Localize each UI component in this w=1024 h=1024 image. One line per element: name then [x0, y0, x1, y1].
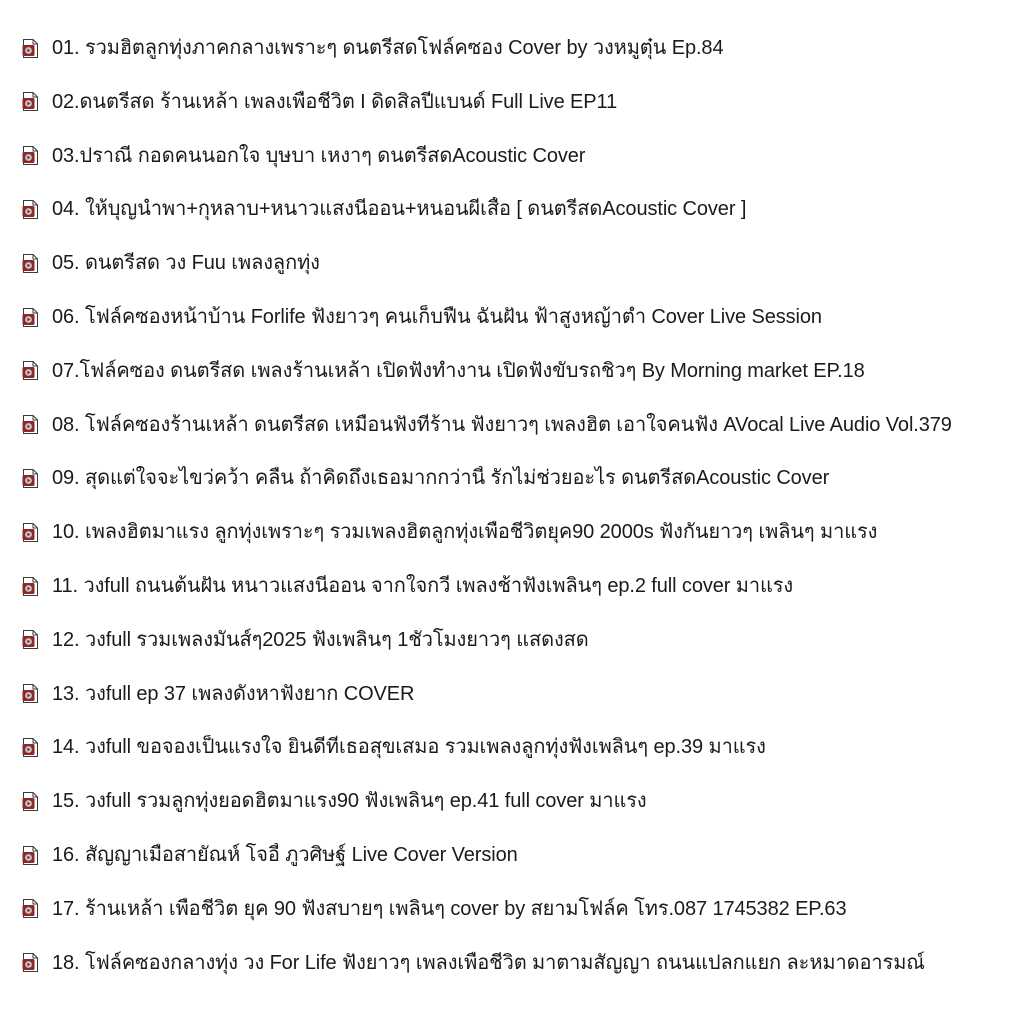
media-file-icon: [22, 146, 38, 165]
media-file-icon: [22, 630, 38, 649]
media-file-icon: [22, 899, 38, 918]
file-list: [0, 24, 1024, 1024]
media-file-icon: [22, 684, 38, 703]
file-name: 15. วงfull รวมลูกทุ่งยอดฮิตมาแรง90 ฟังเพลินๆ ep.41 full cover มาแรง: [52, 790, 647, 813]
file-name: 08. โฟล์คซองร้านเหล้า ดนตรีสด เหมือนฟังที่ร้าน ฟังยาวๆ เพลงฮิต เอาใจคนฟัง AVocal Live Audio Vol.379: [52, 413, 952, 436]
file-name: 10. เพลงฮิตมาแรง ลูกทุ่งเพราะๆ รวมเพลงฮิตลูกทุ่งเพื่อชีวิตยุค90 2000s ฟังกันยาวๆ เพลินๆ มาแรง: [52, 521, 878, 544]
file-name: 07.โฟล์คซอง ดนตรีสด เพลงร้านเหล้า เปิดฟังทำงาน เปิดฟังขับรถชิวๆ By Morning market EP.18: [52, 359, 865, 382]
file-row[interactable]: [22, 403, 1016, 447]
file-row[interactable]: [22, 295, 1016, 339]
file-row[interactable]: [22, 725, 1016, 769]
media-file-icon: [22, 953, 38, 972]
file-row[interactable]: [22, 887, 1016, 931]
file-row[interactable]: [22, 241, 1016, 285]
file-row[interactable]: [22, 80, 1016, 124]
media-file-icon: [22, 39, 38, 58]
file-row[interactable]: [22, 833, 1016, 877]
media-file-icon: [22, 308, 38, 327]
file-row[interactable]: [22, 26, 1016, 70]
file-name: 04. ให้บุญนำพา+กุหลาบ+หนาวแสงนีออน+หนอนผีเสื้อ [ ดนตรีสดAcoustic Cover ]: [52, 198, 747, 221]
file-row[interactable]: [22, 941, 1016, 985]
file-name: 02.ดนตรีสด ร้านเหล้า เพลงเพื่อชีวิต I ดิดสิลปีแบนด์ Full Live EP11: [52, 90, 618, 113]
file-name: 17. ร้านเหล้า เพื่อชีวิต ยุค 90 ฟังสบายๆ เพลินๆ cover by สยามโฟล์ค โทร.087 1745382 EP.63: [52, 897, 847, 920]
file-row[interactable]: [22, 134, 1016, 178]
media-file-icon: [22, 469, 38, 488]
file-name: 12. วงfull รวมเพลงมันส์ๆ2025 ฟังเพลินๆ 1ชั่วโมงยาวๆ แสดงสด: [52, 628, 589, 651]
file-row[interactable]: [22, 618, 1016, 662]
media-file-icon: [22, 577, 38, 596]
file-row[interactable]: [22, 510, 1016, 554]
media-file-icon: [22, 415, 38, 434]
file-row[interactable]: [22, 187, 1016, 231]
media-file-icon: [22, 846, 38, 865]
file-name: 14. วงfull ขอจองเป็นแรงใจ ยินดีที่เธอสุขเสมอ รวมเพลงลูกทุ่งฟังเพลินๆ ep.39 มาแรง: [52, 736, 766, 759]
file-name: 13. วงfull ep 37 เพลงดังหาฟังยาก COVER: [52, 682, 415, 705]
file-row[interactable]: [22, 349, 1016, 393]
file-name: 16. สัญญาเมื่อสายัณห์ โจอี้ ภูวศิษฐ์ Live Cover Version: [52, 844, 518, 866]
file-row[interactable]: [22, 779, 1016, 823]
file-name: 01. รวมฮิตลูกทุ่งภาคกลางเพราะๆ ดนตรีสดโฟล์คซอง Cover by วงหมูตุ๋น Ep.84: [52, 37, 724, 59]
file-name: 05. ดนตรีสด วง Fuu เพลงลูกทุ่ง: [52, 252, 320, 275]
file-name: 03.ปราณี กอดคนนอกใจ บุษบา เหงาๆ ดนตรีสดAcoustic Cover: [52, 144, 586, 167]
media-file-icon: [22, 523, 38, 542]
media-file-icon: [22, 792, 38, 811]
file-row[interactable]: [22, 672, 1016, 716]
file-name: 06. โฟล์คซองหน้าบ้าน Forlife ฟังยาวๆ คนเก็บฟืน ฉันฝัน ฟ้าสูงหญ้าต่ำ Cover Live Session: [52, 306, 822, 328]
media-file-icon: [22, 254, 38, 273]
media-file-icon: [22, 92, 38, 111]
file-name: 11. วงfull ถนนต้นฝัน หนาวแสงนีออน จากใจกวี เพลงช้าฟังเพลินๆ ep.2 full cover มาแรง: [52, 575, 794, 597]
media-file-icon: [22, 200, 38, 219]
media-file-icon: [22, 738, 38, 757]
file-row[interactable]: [22, 456, 1016, 500]
file-name: 18. โฟล์คซองกลางทุ่ง วง For Life ฟังยาวๆ เพลงเพื่อชีวิต มาตามสัญญา ถนนแปลกแยก ละหมาดอารมณ์: [52, 951, 925, 974]
file-name: 09. สุดแต่ใจจะไขว่คว้า คลื่น ถ้าคิดถึงเธอมากกว่านี้ รักไม่ช่วยอะไร ดนตรีสดAcoustic Cover: [52, 467, 830, 490]
media-file-icon: [22, 361, 38, 380]
file-row[interactable]: [22, 564, 1016, 608]
